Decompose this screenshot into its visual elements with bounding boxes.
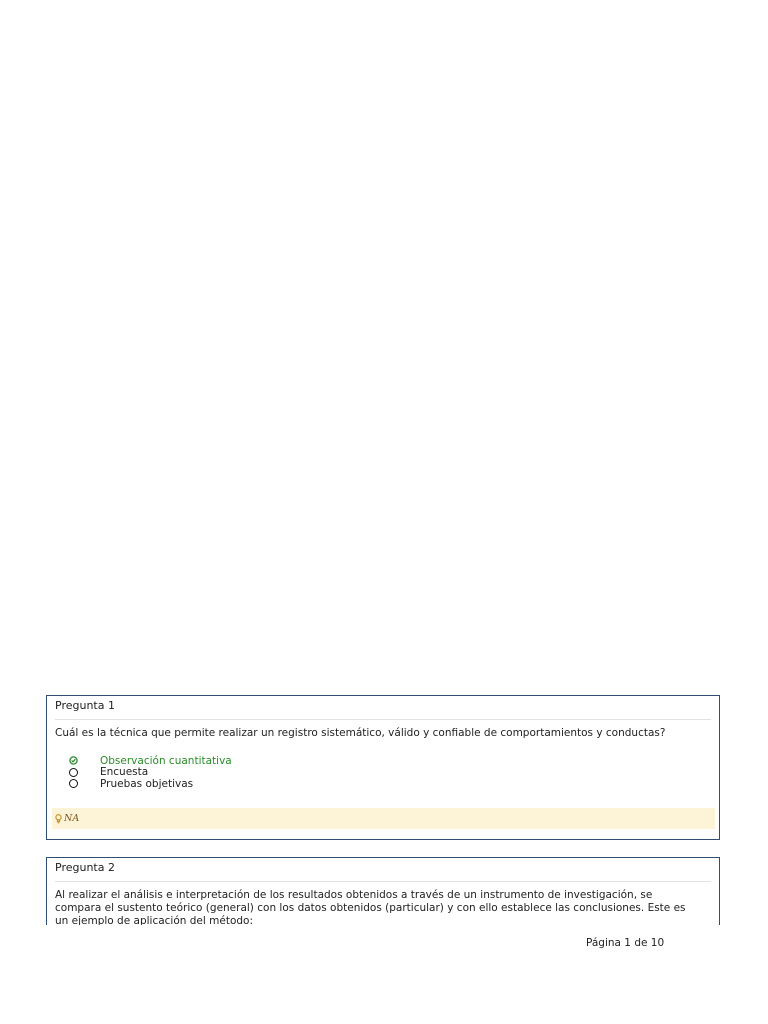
option-correct[interactable]: [69, 755, 232, 767]
option[interactable]: [69, 778, 232, 790]
hint-bar: [52, 808, 715, 829]
question-text: Cuál es la técnica que permite realizar un registro sistemático, válido y confiable de comportamientos y conductas?: [55, 727, 666, 739]
check-circle-icon: [69, 756, 78, 765]
option-label: Pruebas objetivas: [100, 777, 194, 790]
option-label: Encuesta: [100, 766, 149, 779]
question-title: Pregunta 1: [55, 699, 115, 712]
divider: [55, 881, 711, 882]
question-card-1: [46, 695, 720, 840]
option-label: Observación cuantitativa: [100, 754, 232, 767]
lightbulb-icon: [55, 809, 62, 828]
option[interactable]: [69, 767, 232, 779]
hint-text: NA: [64, 813, 80, 824]
divider: [55, 719, 711, 720]
answer-options: [69, 755, 232, 790]
question-card-2: [46, 857, 720, 925]
question-title: Pregunta 2: [55, 861, 115, 874]
page-number: Página 1 de 10: [586, 937, 665, 949]
radio-icon: [69, 768, 78, 777]
question-text: Al realizar el análisis e interpretación de los resultados obtenidos a través de un instrumento de investigación, se compara el sustento teórico (general) con los datos obtenidos (particular) y con ello establece las conclusiones. Este es un ejemplo de aplicación del método:: [55, 889, 686, 925]
radio-icon: [69, 779, 78, 788]
